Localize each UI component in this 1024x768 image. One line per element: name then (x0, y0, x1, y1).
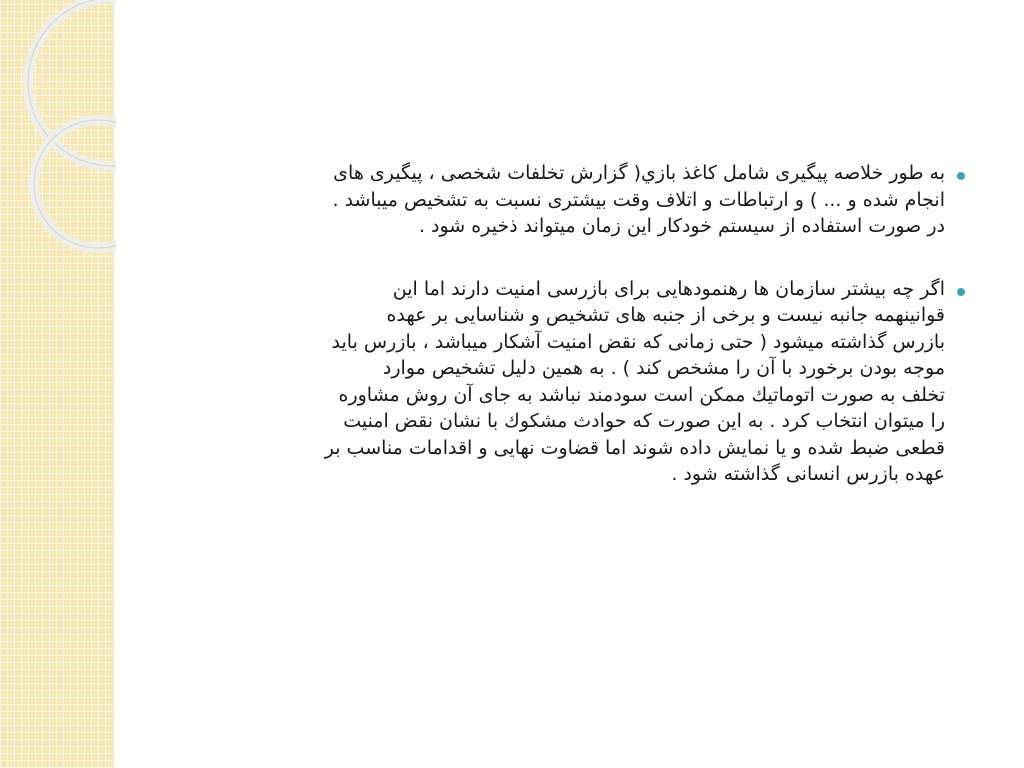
paragraph-line: عهده بازرس انسانی گذاشته شود . (671, 463, 945, 485)
paragraph-line: انجام شده و ... ) و ارتباطات و اتلاف وقت بيشتری نسبت به تشخيص ميباشد . (332, 188, 945, 211)
slide-body (165, 160, 965, 680)
paragraph-line: تخلف به صورت اتوماتيك ممكن است سودمند نباشد به جای آن روش مشاوره (338, 383, 945, 406)
bullet-paragraph-2 (165, 276, 965, 488)
paragraph-line: اگر چه بيشتر سازمان ها رهنمودهايی برای بازرسی امنيت دارند اما اين (392, 277, 945, 300)
decorative-circles (0, 0, 116, 768)
decorative-ring-top (28, 0, 116, 166)
bullet-icon (957, 172, 965, 180)
bullet-icon (957, 288, 965, 296)
paragraph-line: قطعی ضبط شده و يا نمايش داده شوند اما قضاوت نهايی و اقدامات مناسب بر (324, 436, 945, 459)
paragraph-line: در صورت استفاده از سيستم خودكار اين زمان ميتواند ذخيره شود . (418, 215, 945, 237)
decorative-ring-top-outline (28, 0, 116, 166)
paragraph-line: بازرس گذاشته ميشود ( حتی زمانی كه نقض امنيت آشكار ميباشد ، بازرس بايد (331, 330, 945, 353)
paragraph-line: را ميتوان انتخاب كرد . به اين صورت كه حوادث مشكوك با نشان نقض امنيت (343, 410, 945, 432)
paragraph-line: قوانينهمه جانبه نيست و برخی از جنبه های تشخيص و شناسايی بر عهده (386, 304, 945, 326)
paragraph-line: موجه بودن برخورد با آن را مشخص كند ) . به همين دليل تشخيص موارد (382, 357, 945, 379)
decorative-ring-middle (34, 120, 116, 248)
paragraph-line: به طور خلاصه پيگيری شامل كاغذ بازي( گزارش تخلفات شخصی ، پيگيری های (333, 162, 945, 184)
bullet-paragraph-1 (165, 160, 965, 240)
